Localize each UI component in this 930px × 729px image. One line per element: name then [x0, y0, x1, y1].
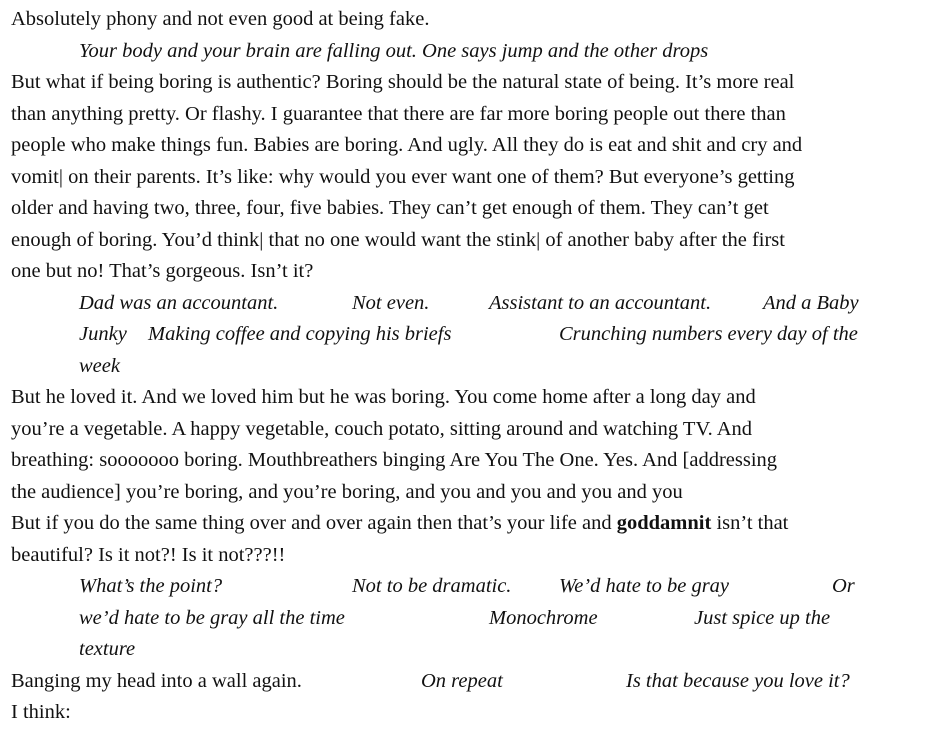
lyric-phrase: we’d hate to be gray all the time: [79, 606, 345, 629]
text-line: [11, 666, 921, 698]
lyric-phrase: Not to be dramatic.: [352, 575, 512, 597]
lyric-phrase: Or: [832, 575, 855, 597]
text-line: [11, 508, 921, 540]
lyric-line: [11, 351, 921, 383]
lyric-phrase: Crunching numbers every day of the: [559, 323, 858, 345]
text-run: isn’t that: [711, 512, 789, 534]
text-line: than anything pretty. Or flashy. I guarantee that there are far more boring people out there than: [11, 102, 786, 125]
lyric-line: [11, 603, 921, 635]
text-line: But what if being boring is authentic? Boring should be the natural state of being. It’s more real: [11, 71, 795, 93]
lyric-phrase: Dad was an accountant.: [79, 291, 279, 314]
lyric-line: Your body and your brain are falling out. One says jump and the other drops: [79, 39, 709, 62]
bold-word: goddamnit: [616, 512, 712, 534]
lyric-phrase: And a Baby: [763, 291, 859, 314]
text-line: one but no! That’s gorgeous. Isn’t it?: [11, 260, 314, 282]
lyric-phrase: What’s the point?: [79, 575, 223, 597]
text-run: Banging my head into a wall again.: [11, 669, 302, 692]
lyric-line: [11, 319, 921, 351]
lyric-phrase: Making coffee and copying his briefs: [148, 323, 452, 345]
text-line: the audience] you’re boring, and you’re boring, and you and you and you and you: [11, 480, 683, 503]
lyric-phrase: Assistant to an accountant.: [489, 291, 712, 314]
lyric-phrase: On repeat: [421, 669, 503, 692]
text-line: breathing: sooooooo boring. Mouthbreathers binging Are You The One. Yes. And [addressing: [11, 449, 778, 471]
lyric-phrase: Just spice up the: [694, 606, 831, 629]
document-page: [11, 4, 921, 729]
lyric-phrase: Is that because you love it?: [626, 669, 850, 692]
lyric-phrase: texture: [79, 638, 136, 660]
text-line: beautiful? Is it not?! Is it not???!!: [11, 543, 286, 566]
text-run: But if you do the same thing over and over again then that’s your life and: [11, 512, 617, 534]
text-line: vomit| on their parents. It’s like: why would you ever want one of them? But everyone’s getting: [11, 165, 795, 188]
lyric-phrase: Not even.: [352, 291, 430, 314]
text-line: people who make things fun. Babies are boring. And ugly. All they do is eat and shit and cry and: [11, 134, 803, 156]
text-line: But he loved it. And we loved him but he was boring. You come home after a long day and: [11, 386, 756, 408]
text-line: older and having two, three, four, five babies. They can’t get enough of them. They can’t get: [11, 197, 769, 219]
text-line: I think:: [11, 701, 71, 723]
text-line: Absolutely phony and not even good at being fake.: [11, 8, 430, 30]
lyric-phrase: week: [79, 354, 120, 377]
lyric-phrase: We’d hate to be gray: [559, 575, 730, 597]
lyric-line: [11, 634, 921, 666]
lyric-line: [11, 288, 921, 320]
lyric-phrase: Junky: [79, 323, 127, 345]
text-line: you’re a vegetable. A happy vegetable, couch potato, sitting around and watching TV. And: [11, 417, 753, 440]
lyric-line: [11, 571, 921, 603]
lyric-phrase: Monochrome: [489, 606, 598, 629]
text-line: enough of boring. You’d think| that no one would want the stink| of another baby after the first: [11, 228, 785, 251]
